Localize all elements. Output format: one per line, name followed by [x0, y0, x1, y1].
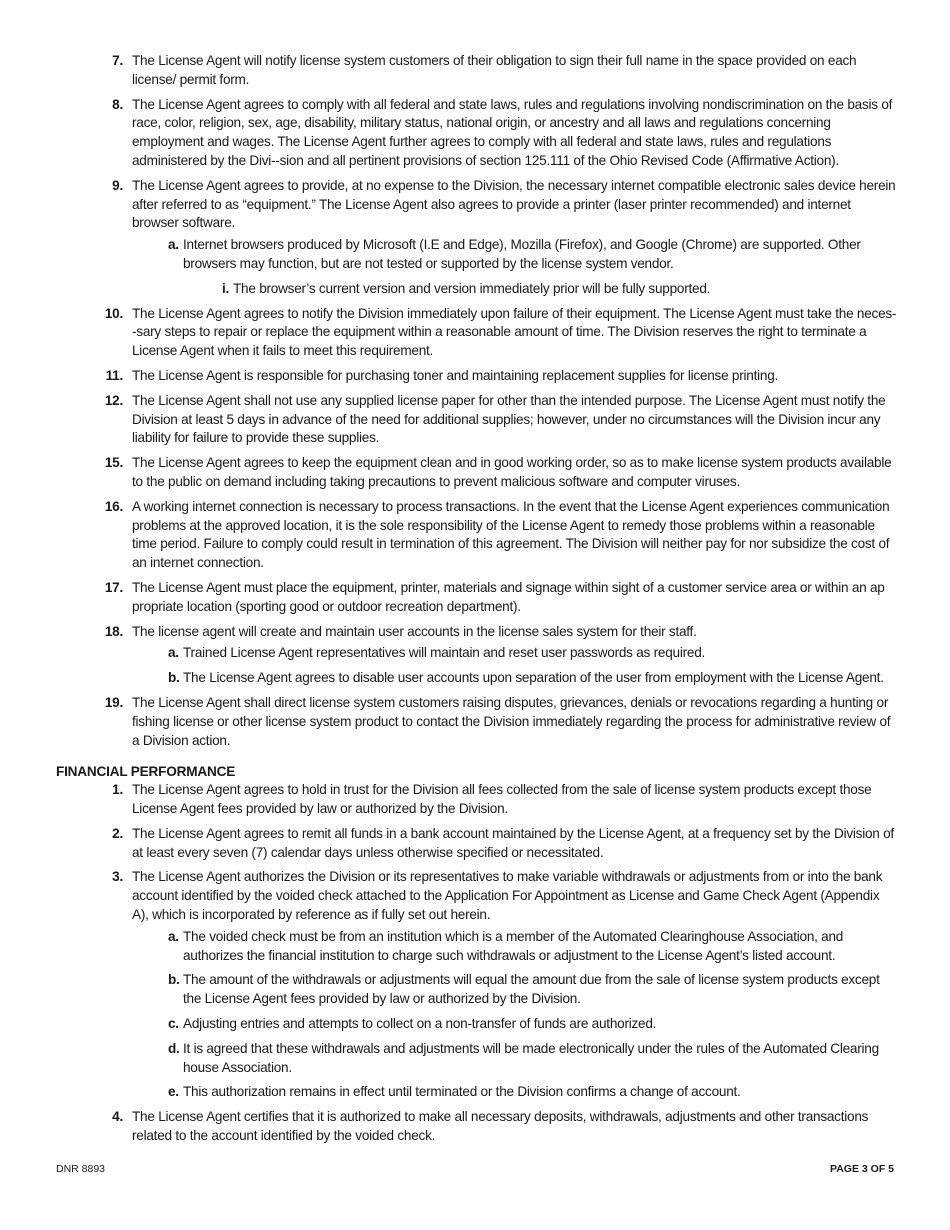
list-item-18	[56, 623, 898, 642]
item-number: 8.	[112, 96, 123, 112]
item-text: The License Agent agrees to provide, at no expense to the Division, the necessary internet compatible electronic sales device herein after referred to as “equipment.” The License Agent also agrees to provide a printer (laser printer recommended) and internet browser software.	[132, 177, 896, 231]
item-number: 16.	[104, 498, 123, 514]
item-text: The License Agent is responsible for purchasing toner and maintaining replacement supplies for license printing.	[132, 367, 779, 383]
item-number: 1.	[112, 782, 123, 798]
fin-list-item-4	[56, 1108, 898, 1146]
sub-item-label: i.	[222, 280, 230, 296]
sub-item-9a-i	[56, 280, 898, 299]
sub-item-18a	[56, 644, 898, 663]
list-item-17	[56, 579, 898, 617]
list-item-15	[56, 454, 898, 492]
list-item-10	[56, 305, 898, 361]
sub-item-text: The amount of the withdrawals or adjustments will equal the amount due from the sale of license system products except the License Agent fees provided by law or authorized by the Division.	[183, 972, 880, 1007]
sub-item-label: e.	[168, 1084, 179, 1100]
item-text: The License Agent agrees to notify the Division immediately upon failure of their equipment. The License Agent must take the neces--sary steps to repair or replace the equipment within a reasonable amount of time. The Division reserves the right to terminate a License Agent when it fails to meet this requirement.	[132, 305, 897, 359]
item-number: 10.	[104, 305, 123, 321]
item-number: 7.	[112, 53, 123, 68]
item-number: 9.	[112, 177, 123, 193]
item-text: The License Agent agrees to keep the equipment clean and in good working order, so as to make license system products available to the public on demand including taking precautions to prevent malicious software and computer viruses.	[132, 455, 892, 489]
item-number: 3.	[112, 869, 123, 885]
fin-sub-item-3c	[56, 1015, 898, 1034]
sub-item-9a	[56, 236, 898, 274]
item-text: The License Agent will notify license system customers of their obligation to sign their full name in the space provided on each license/ permit form.	[132, 53, 857, 87]
sub-item-text: This authorization remains in effect until terminated or the Division confirms a change of account.	[183, 1084, 741, 1100]
item-number: 12.	[104, 392, 123, 408]
fin-list-item-1	[56, 781, 898, 819]
item-text: The License Agent certifies that it is authorized to make all necessary deposits, withdrawals, adjustments and other transactions related to the account identified by the voided check.	[132, 1109, 869, 1144]
sub-item-label: c.	[168, 1016, 179, 1032]
item-number: 2.	[112, 825, 123, 841]
item-number: 19.	[104, 694, 123, 710]
fin-list-item-3	[56, 868, 898, 924]
sub-item-text: Internet browsers produced by Microsoft (I.E and Edge), Mozilla (Firefox), and Google (Chrome) are supported. Other browsers may function, but are not tested or supported by the license system vendor.	[183, 237, 861, 271]
item-number: 11.	[105, 367, 123, 383]
item-number: 17.	[104, 579, 123, 595]
item-text: The License Agent agrees to comply with all federal and state laws, rules and regulations involving nondiscrimination on the basis of race, color, religion, sex, age, disability, military status, national origin, or ancestry and all laws and regulations concerning employment and wages. The License Agent further agrees to comply with all federal and state laws, rules and regulations administered by the Divi--sion and all pertinent provisions of section 125.111 of the Ohio Revised Code (Affirmative Action).	[132, 96, 893, 168]
sub-item-text: It is agreed that these withdrawals and adjustments will be made electronically under the rules of the Automated Clearing house Association.	[183, 1040, 879, 1075]
sub-item-text: The voided check must be from an institution which is a member of the Automated Clearinghouse Association, and authorizes the financial institution to charge such withdrawals or adjustment to the License Agent’s listed account.	[183, 928, 844, 963]
sub-item-label: a.	[168, 928, 179, 944]
sub-item-text: Trained License Agent representatives will maintain and reset user passwords as required.	[183, 645, 706, 661]
sub-item-label: d.	[168, 1040, 180, 1056]
list-item-12	[56, 392, 898, 448]
fin-sub-item-3d	[56, 1040, 898, 1078]
sub-item-label: b.	[168, 972, 180, 988]
fin-sub-item-3e	[56, 1083, 898, 1102]
item-text: The License Agent authorizes the Division or its representatives to make variable withdrawals or adjustments from or into the bank account identified by the voided check attached to the Application For Appointment as License and Game Check Agent (Appendix A), which is incorporated by reference as if fully set out herein.	[132, 869, 883, 923]
document-page	[56, 52, 898, 1152]
sub-item-label: a.	[168, 645, 179, 661]
sub-item-18b	[56, 669, 898, 688]
item-number: 4.	[112, 1109, 123, 1125]
sub-item-text: The License Agent agrees to disable user accounts upon separation of the user from employment with the License Agent.	[183, 670, 884, 686]
page-number: PAGE 3 OF 5	[830, 1163, 894, 1175]
sub-item-label: b.	[168, 670, 180, 686]
fin-list-item-2	[56, 825, 898, 863]
section-heading-financial: FINANCIAL PERFORMANCE	[56, 764, 236, 780]
list-item-8	[56, 96, 898, 171]
list-item-16	[56, 498, 898, 573]
form-id: DNR 8893	[56, 1163, 106, 1175]
item-text: The License Agent shall not use any supplied license paper for other than the intended purpose. The License Agent must notify the Division at least 5 days in advance of the need for additional supplies; however, under no circumstances will the Division incur any liability for failure to provide these supplies.	[132, 392, 886, 446]
list-item-9	[56, 177, 898, 233]
list-item-7	[56, 52, 898, 90]
fin-sub-item-3b	[56, 971, 898, 1009]
item-text: The License Agent shall direct license system customers raising disputes, grievances, denials or revocations regarding a hunting or fishing license or other license system product to contact the Division immediately regarding the process for administrative review of a Division action.	[132, 694, 891, 748]
list-item-19	[56, 694, 898, 750]
item-text: A working internet connection is necessary to process transactions. In the event that the License Agent experiences communication problems at the approved location, it is the sole responsibility of the License Agent to remedy those problems within a reasonable time period. Failure to comply could result in termination of this agreement. The Division will neither pay for nor subsidize the cost of an internet connection.	[132, 498, 890, 571]
item-text: The License Agent must place the equipment, printer, materials and signage within sight of a customer service area or within an ap propriate location (sporting good or outdoor recreation department).	[132, 579, 885, 614]
sub-item-text: Adjusting entries and attempts to collect on a non-transfer of funds are authorized.	[183, 1016, 657, 1032]
fin-sub-item-3a	[56, 928, 898, 966]
sub-item-label: a.	[168, 237, 179, 253]
sub-item-text: The browser’s current version and version immediately prior will be fully supported.	[233, 280, 711, 296]
list-item-11	[56, 367, 898, 386]
item-text: The License Agent agrees to hold in trust for the Division all fees collected from the sale of license system products except those License Agent fees provided by law or authorized by the Division.	[132, 782, 872, 817]
item-number: 18.	[104, 623, 123, 639]
item-text: The License Agent agrees to remit all funds in a bank account maintained by the License Agent, at a frequency set by the Division of at least every seven (7) calendar days unless otherwise specified or necessitated.	[132, 825, 894, 860]
item-number: 15.	[104, 455, 123, 471]
item-text: The license agent will create and maintain user accounts in the license sales system for their staff.	[132, 623, 697, 639]
